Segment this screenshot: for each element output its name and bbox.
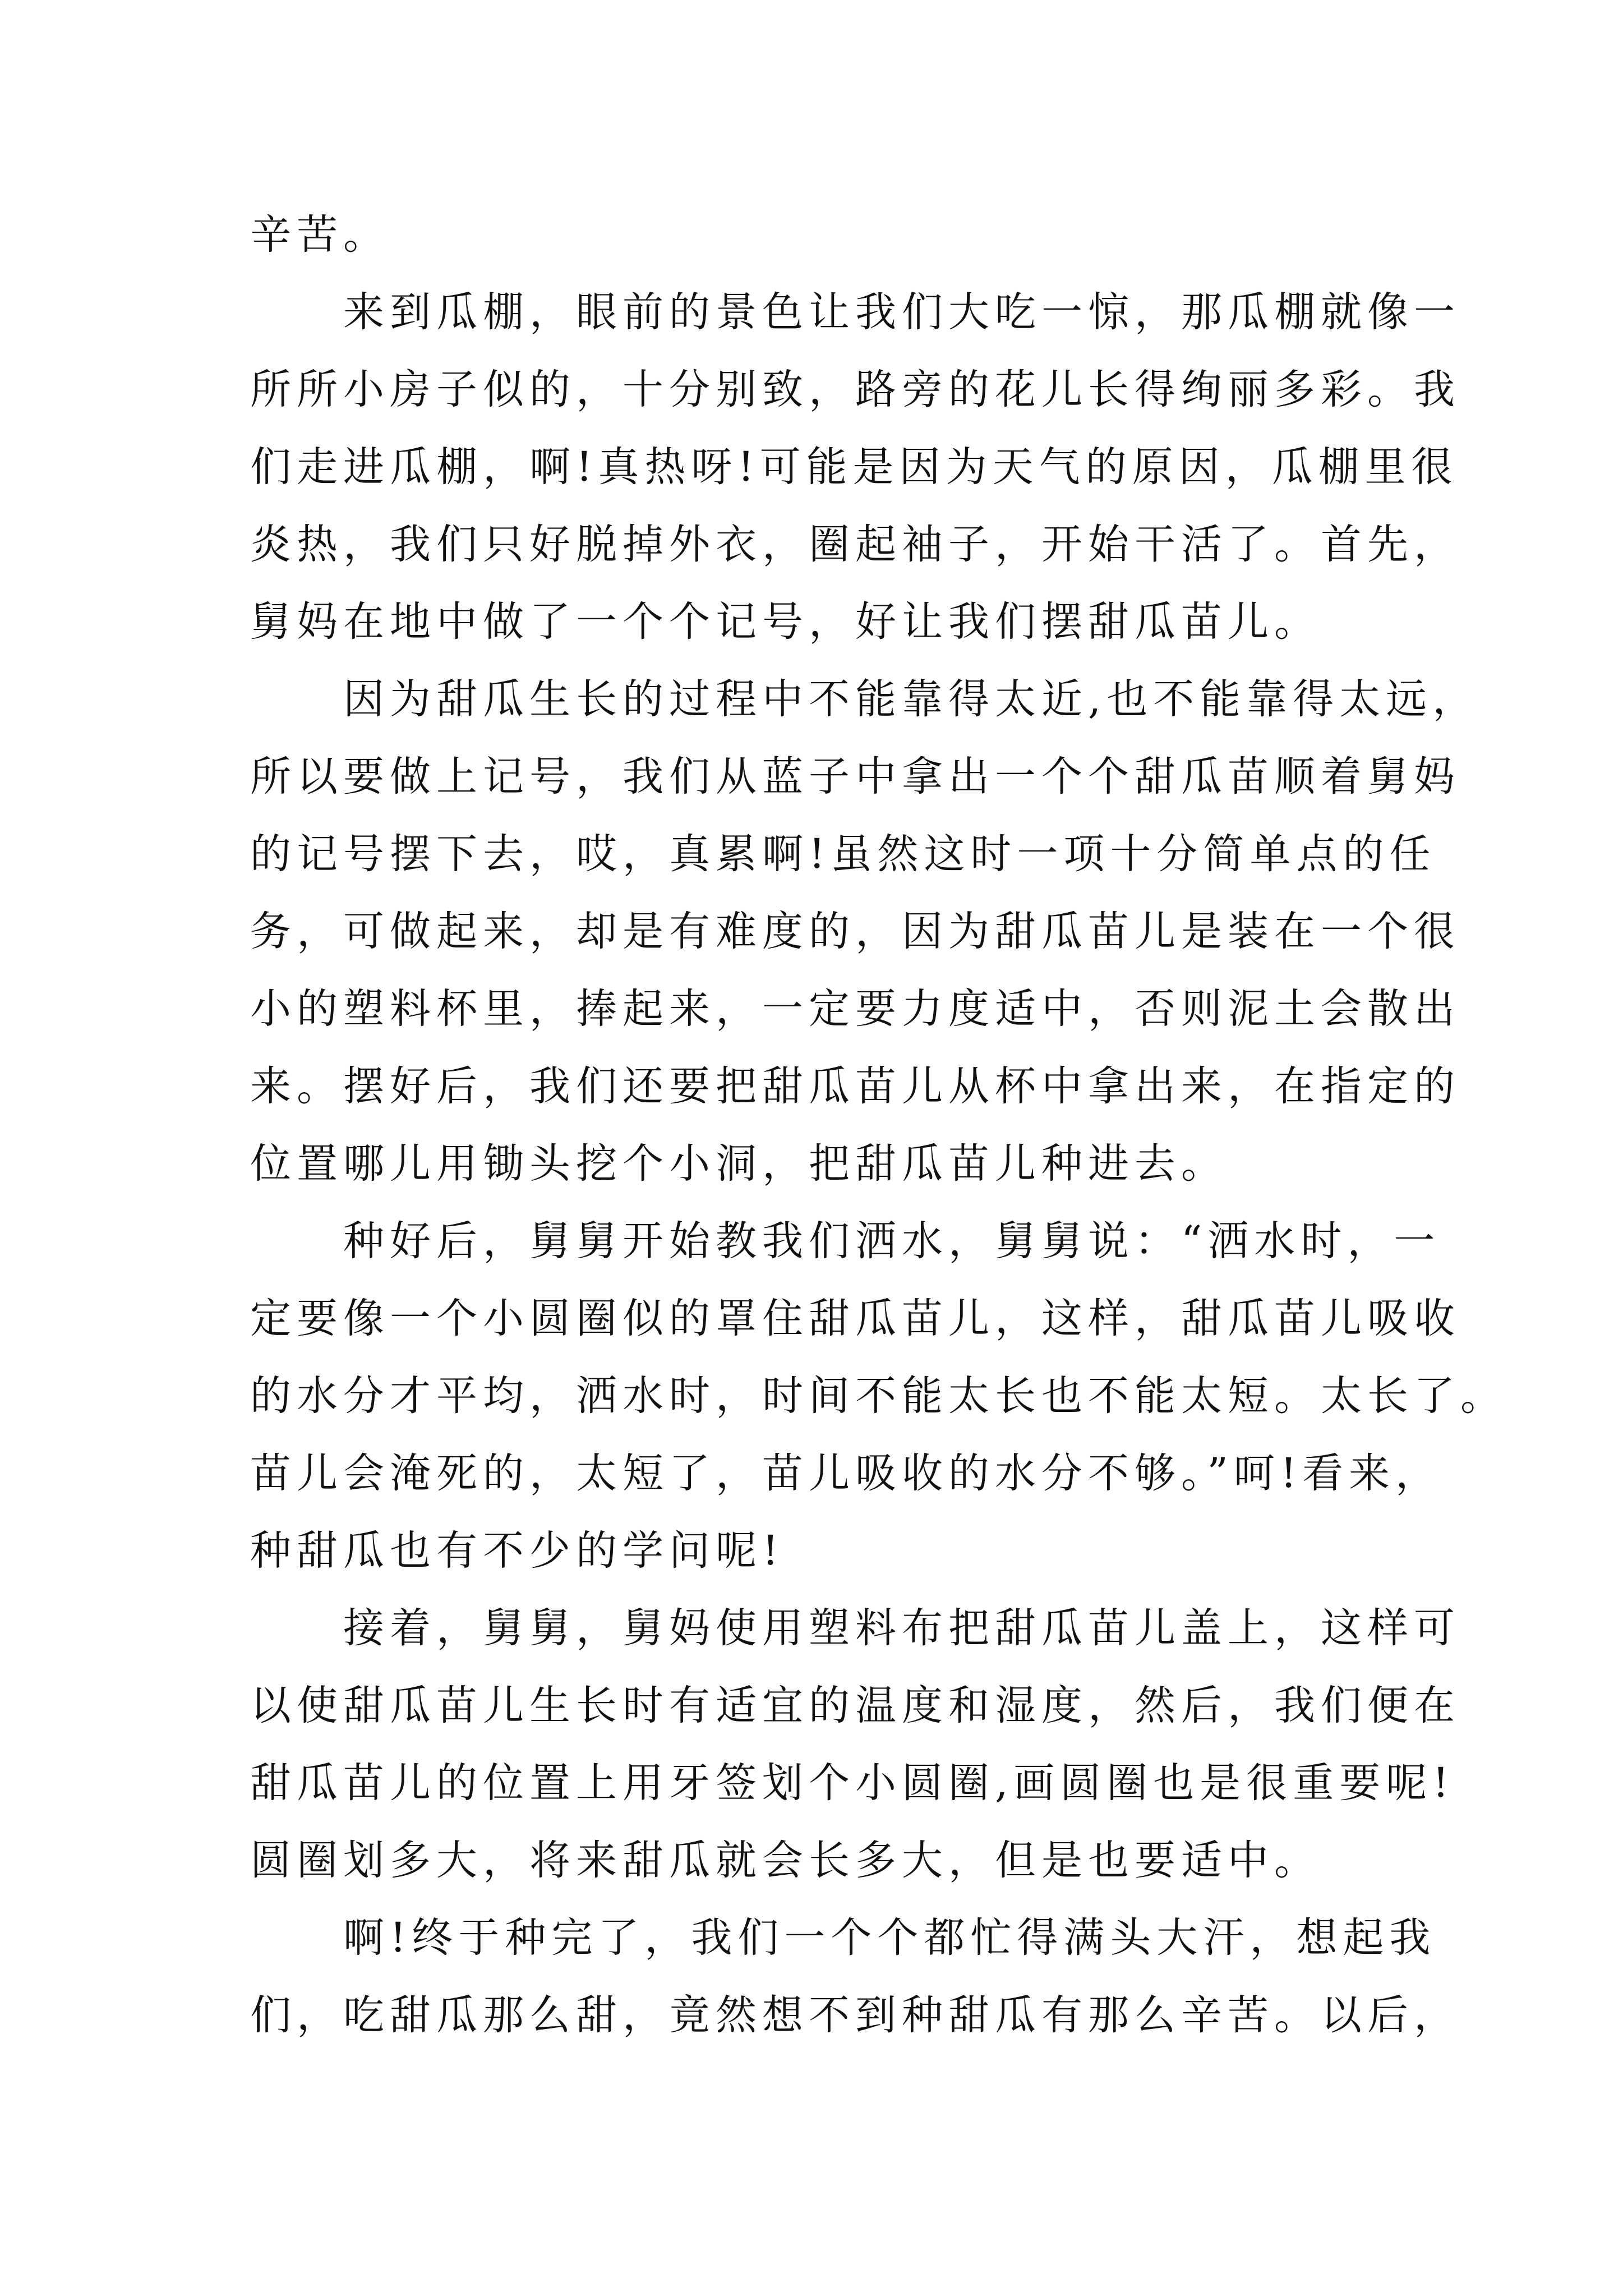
text-line: 辛苦。 xyxy=(250,211,390,259)
text-line: 炎热，我们只好脱掉外衣，圈起袖子，开始干活了。首先， xyxy=(250,521,1460,568)
text-line: 种甜瓜也有不少的学问呢! xyxy=(250,1527,785,1575)
text-line: 定要像一个小圆圈似的罩住甜瓜苗儿，这样，甜瓜苗儿吸收 xyxy=(250,1295,1460,1342)
text-line: 种好后，舅舅开始教我们洒水，舅舅说：“洒水时，一 xyxy=(250,1217,1441,1265)
text-line: 圆圈划多大，将来甜瓜就会长多大，但是也要适中。 xyxy=(250,1837,1321,1884)
text-line: 来。摆好后，我们还要把甜瓜苗儿从杯中拿出来，在指定的 xyxy=(250,1062,1460,1110)
text-line: 们，吃甜瓜那么甜，竟然想不到种甜瓜有那么辛苦。以后， xyxy=(250,1991,1460,2039)
text-line: 啊!终于种完了，我们一个个都忙得满头大汗，想起我 xyxy=(250,1914,1436,1962)
text-line: 的水分才平均，洒水时，时间不能太长也不能太短。太长了。 xyxy=(250,1372,1507,1420)
text-line: 所所小房子似的，十分别致，路旁的花儿长得绚丽多彩。我 xyxy=(250,366,1460,413)
body-text xyxy=(250,196,1507,2054)
text-line: 苗儿会淹死的，太短了，苗儿吸收的水分不够。”呵!看来， xyxy=(250,1450,1442,1497)
text-line: 务，可做起来，却是有难度的，因为甜瓜苗儿是装在一个很 xyxy=(250,908,1460,955)
text-line: 来到瓜棚，眼前的景色让我们大吃一惊，那瓜棚就像一 xyxy=(250,288,1460,336)
text-line: 们走进瓜棚，啊!真热呀!可能是因为天气的原因，瓜棚里很 xyxy=(250,443,1458,491)
text-line: 的记号摆下去，哎，真累啊!虽然这时一项十分简单点的任 xyxy=(250,830,1436,878)
text-line: 因为甜瓜生长的过程中不能靠得太近,也不能靠得太远， xyxy=(250,675,1479,723)
text-line: 位置哪儿用锄头挖个小洞，把甜瓜苗儿种进去。 xyxy=(250,1140,1228,1188)
text-line: 甜瓜苗儿的位置上用牙签划个小圆圈,画圆圈也是很重要呢! xyxy=(250,1759,1455,1807)
text-line: 以使甜瓜苗儿生长时有适宜的温度和湿度，然后，我们便在 xyxy=(250,1682,1460,1729)
text-line: 舅妈在地中做了一个个记号，好让我们摆甜瓜苗儿。 xyxy=(250,598,1321,646)
text-line: 所以要做上记号，我们从蓝子中拿出一个个甜瓜苗顺着舅妈 xyxy=(250,753,1460,800)
text-line: 小的塑料杯里，捧起来，一定要力度适中，否则泥土会散出 xyxy=(250,985,1460,1033)
text-line: 接着，舅舅，舅妈使用塑料布把甜瓜苗儿盖上，这样可 xyxy=(250,1604,1460,1652)
